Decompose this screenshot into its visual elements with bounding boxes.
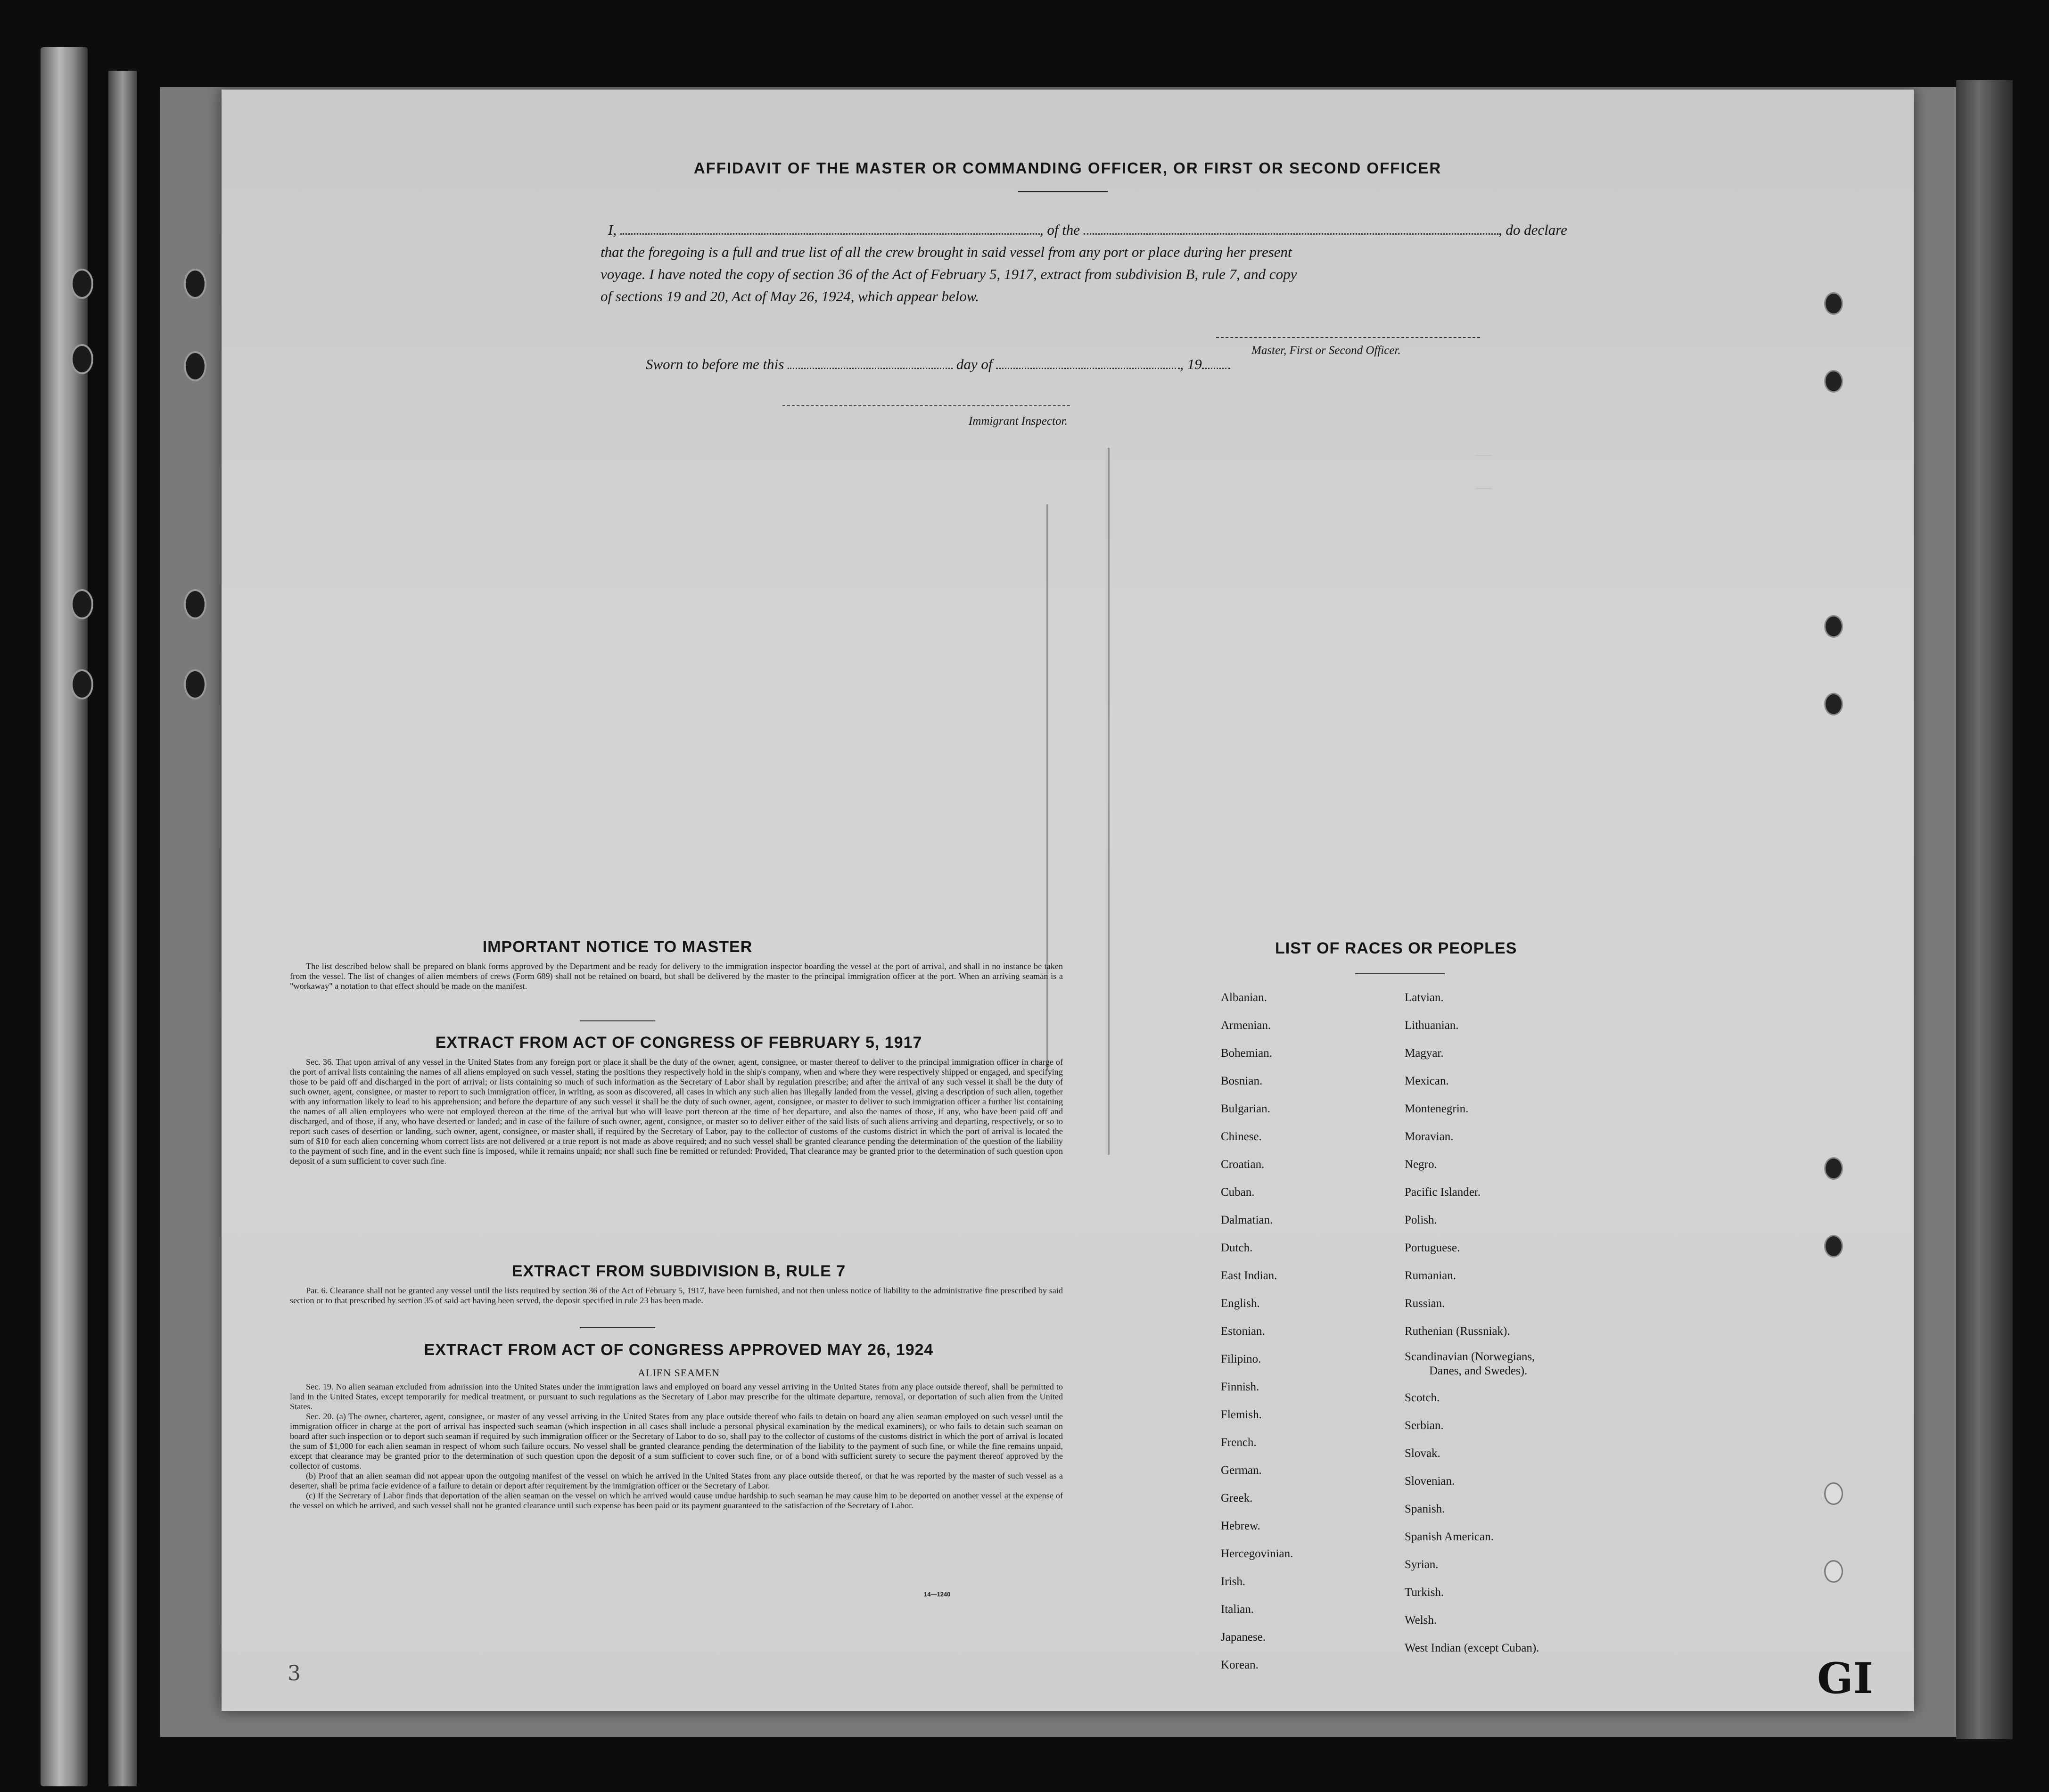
race-item: East Indian. <box>1221 1269 1277 1282</box>
handwritten-corner-mark: GI <box>1817 1653 1873 1703</box>
race-item: Bohemian. <box>1221 1047 1273 1060</box>
affidavit-text: , do declare <box>1498 222 1567 238</box>
day-blank <box>788 356 953 369</box>
extract-1917-text: Sec. 36. That upon arrival of any vessel in the United States from any foreign port or place it shall be the duty of the owner, agent, consignee, or master thereof to deliver to the principal immigration officer in charge of the port of arrival lists containing the names of all aliens employed on such vessel, stating the positions they respectively hold in the ship's company, when and where they were respectively shipped or engaged, and specifying those to be paid off and discharged in the port of arrival; or lists containing so much of such information as the Secretary of Labor shall by regulation prescribe; and after the arrival of any such vessel it shall be the duty of such owner, agent, consignee, or master to report to such immigration officer, in writing, as soon as discovered, all cases in which any such alien has illegally landed from the vessel, giving a description of such alien, together with any information likely to lead to his apprehension; and before the departure of any such vessel it shall be the duty of such owner, agent, consignee, or master to deliver to such immigration officer a further list containing the names of all alien employees who were not employed thereon at the time of the arrival but who will leave port thereon at the time of her departure, and also the names of those, if any, who have been paid off and discharged, and of those, if any, who have deserted or landed; and in case of the failure of such owner, agent, consignee, or master so to deliver either of the said lists of such aliens arriving and departing, respectively, or so to report such cases of desertion or landing, such owner, agent, consignee, or master shall, if required by the Secretary of Labor, pay to the collector of customs of the customs district in which the port of arrival is located the sum of $10 for each alien concerning whom correct lists are not delivered or a true report is not made as above required; and no such vessel shall be granted clearance pending the determination of the question of the liability to the payment of such fine, and in the event such fine is imposed, while it remains unpaid; nor shall such fine be remitted or refunded: Provided, That clearance may be granted prior to the determination of such question upon deposit of a sum sufficient to cover such fine. <box>290 1057 1063 1166</box>
races-title: LIST OF RACES OR PEOPLES <box>1275 939 1517 957</box>
extract-1917-title: EXTRACT FROM ACT OF CONGRESS OF FEBRUARY 5, 1917 <box>435 1034 922 1052</box>
race-item: Scandinavian (Norwegians, <box>1405 1350 1535 1363</box>
race-item: Dutch. <box>1221 1241 1253 1254</box>
inspector-signature-line <box>782 405 1070 406</box>
races-column-2 <box>1405 984 1539 1662</box>
section-20c-text: (c) If the Secretary of Labor finds that deportation of the alien seaman on the vessel on which he arrived would cause undue hardship to such seaman he may cause him to be deported on another vessel at the expense of the vessel on which he arrived, and such vessel shall not be granted clearance until such expense has been paid or its payment guaranteed to the satisfaction of the Secretary of Labor. <box>290 1491 1063 1510</box>
race-item: Japanese. <box>1221 1631 1266 1644</box>
race-item: Russian. <box>1405 1297 1445 1310</box>
page-hole <box>1824 1482 1843 1505</box>
right-film-edge <box>1956 80 2013 1739</box>
sworn-line <box>646 356 1230 373</box>
race-item: Albanian. <box>1221 991 1267 1004</box>
bleed-through-rule <box>1108 448 1110 1155</box>
race-item: Mexican. <box>1405 1075 1449 1087</box>
race-item: English. <box>1221 1297 1260 1310</box>
affidavit-line-4: of sections 19 and 20, Act of May 26, 1924, which appear below. <box>601 288 979 304</box>
vessel-blank <box>1084 222 1498 235</box>
page-hole <box>1824 370 1843 393</box>
binder-hole <box>71 269 93 299</box>
race-item: Korean. <box>1221 1659 1259 1671</box>
race-item: Croatian. <box>1221 1158 1265 1171</box>
extract-1924-title: EXTRACT FROM ACT OF CONGRESS APPROVED MAY 26, 1924 <box>424 1341 934 1359</box>
sworn-text: day of <box>956 356 993 372</box>
race-item: Slovenian. <box>1405 1475 1455 1488</box>
month-blank <box>996 356 1180 369</box>
binder-hole <box>71 589 93 619</box>
manifest-page <box>222 90 1914 1711</box>
race-item: Latvian. <box>1405 991 1444 1004</box>
race-item: Cuban. <box>1221 1186 1255 1199</box>
bleed-through-mark: —— <box>1475 481 1493 497</box>
race-item: Irish. <box>1221 1575 1246 1588</box>
section-19-text: Sec. 19. No alien seaman excluded from admission into the United States under the immigration laws and employed on board any vessel arriving in the United States from any place outside thereof, shall be permitted to land in the United States, except temporarily for medical treatment, or pursuant to such regulations as the Secretary of Labor may prescribe for the ultimate departure, removal, or deportation of such alien from the United States. <box>290 1382 1063 1411</box>
extract-1917-body <box>290 1057 1063 1166</box>
year-blank <box>1202 356 1230 369</box>
race-item: Bosnian. <box>1221 1075 1263 1087</box>
race-item: Polish. <box>1405 1214 1437 1226</box>
race-item: French. <box>1221 1436 1257 1449</box>
name-blank <box>620 222 1040 235</box>
race-item: Armenian. <box>1221 1019 1271 1032</box>
race-item: Estonian. <box>1221 1325 1265 1338</box>
section-rule <box>580 1020 655 1021</box>
form-number: 14—1240 <box>924 1591 951 1598</box>
pencil-mark: 3 <box>288 1661 301 1685</box>
sworn-text: , 19 <box>1180 356 1202 372</box>
section-20b-text: (b) Proof that an alien seaman did not appear upon the outgoing manifest of the vessel on which he arrived in the United States from any place outside thereof, or that he was reported by the master of such vessel as a deserter, shall be prima facie evidence of a failure to detain or deport after requirement by the immigration officer or the Secretary of Labor. <box>290 1471 1063 1490</box>
master-caption: Master, First or Second Officer. <box>1251 344 1401 357</box>
race-item: Spanish American. <box>1405 1530 1494 1543</box>
extract-1924-body <box>290 1382 1063 1511</box>
section-rule <box>580 1327 655 1328</box>
race-item: Pacific Islander. <box>1405 1186 1481 1199</box>
page-hole <box>1824 615 1843 638</box>
binder-hole <box>184 351 206 381</box>
race-item: Turkish. <box>1405 1586 1444 1599</box>
page-hole <box>1824 1157 1843 1180</box>
page-hole <box>1824 1235 1843 1258</box>
race-item: Chinese. <box>1221 1130 1262 1143</box>
notice-text: The list described below shall be prepared on blank forms approved by the Department and be ready for delivery to the immigration inspector boarding the vessel at the port of arrival, and shall in no instance be taken from the vessel. The list of changes of alien members of crews (Form 689) shall not be retained on board, but shall be delivered by the master to the principal immigration officer at the port. When an arriving seaman is a "workaway" a notation to that effect should be made on the manifest. <box>290 962 1063 991</box>
race-item: Portuguese. <box>1405 1241 1460 1254</box>
race-item: West Indian (except Cuban). <box>1405 1642 1539 1654</box>
sworn-text: Sworn to before me this <box>646 356 784 372</box>
race-item: Scotch. <box>1405 1391 1440 1404</box>
page-hole <box>1824 693 1843 715</box>
race-item: Filipino. <box>1221 1353 1261 1365</box>
notice-title: IMPORTANT NOTICE TO MASTER <box>482 938 753 956</box>
races-rule <box>1355 973 1445 974</box>
binder-hole <box>71 669 93 699</box>
race-item: German. <box>1221 1464 1262 1477</box>
binder-hole <box>184 589 206 619</box>
race-item: Moravian. <box>1405 1130 1454 1143</box>
affidavit-line-2: that the foregoing is a full and true list of all the crew brought in said vessel from any port or place during her present <box>601 244 1292 260</box>
binder-hole <box>184 269 206 299</box>
race-item: Flemish. <box>1221 1408 1262 1421</box>
race-item: Greek. <box>1221 1492 1253 1504</box>
page-hole <box>1824 292 1843 315</box>
alien-seamen-subtitle: ALIEN SEAMEN <box>638 1367 720 1379</box>
section-20a-text: Sec. 20. (a) The owner, charterer, agent, consignee, or master of any vessel arriving in the United States from any place outside thereof who fails to detain on board any alien seaman employed on such vessel until the immigration officer in charge at the port of arrival has inspected such seaman (which inspection in all cases shall include a personal physical examination by the medical examiners), or who fails to detain such seaman on board after such inspection or to deport such seaman if required by such immigration officer or the Secretary of Labor to do so, shall pay to the collector of customs of the customs district in which the port of arrival is located the sum of $1,000 for each alien seaman in respect of whom such failure occurs. No vessel shall be granted clearance pending the determination of the liability to the payment of such fine, or while the fine remains unpaid, except that clearance may be granted prior to the determination of such question upon the deposit of a sum sufficient to cover such fine, or of a bond with sufficient surety to secure the payment thereof approved by the collector of customs. <box>290 1412 1063 1471</box>
race-item: Welsh. <box>1405 1614 1437 1627</box>
binder-hole <box>184 669 206 699</box>
race-item: Slovak. <box>1405 1447 1440 1460</box>
rule7-body <box>290 1286 1063 1306</box>
race-item: Negro. <box>1405 1158 1437 1171</box>
notice-body <box>290 962 1063 991</box>
affidavit-title: AFFIDAVIT OF THE MASTER OR COMMANDING OFFICER, OR FIRST OR SECOND OFFICER <box>693 159 1442 177</box>
affidavit-text: I, <box>608 222 617 238</box>
race-item: Hercegovinian. <box>1221 1547 1293 1560</box>
binder-hole <box>71 344 93 374</box>
binder-strip <box>108 71 137 1786</box>
race-item: Danes, and Swedes). <box>1429 1365 1528 1377</box>
binder-left-edge <box>41 47 88 1786</box>
race-item: Syrian. <box>1405 1558 1439 1571</box>
page-hole <box>1824 1560 1843 1583</box>
inspector-caption: Immigrant Inspector. <box>969 415 1068 427</box>
race-item: Italian. <box>1221 1603 1254 1616</box>
race-item: Ruthenian (Russniak). <box>1405 1325 1510 1338</box>
title-rule <box>1018 191 1108 192</box>
race-item: Rumanian. <box>1405 1269 1457 1282</box>
race-item: Dalmatian. <box>1221 1214 1273 1226</box>
race-item: Lithuanian. <box>1405 1019 1459 1032</box>
bleed-through-mark: —— <box>1475 448 1493 464</box>
race-item: Magyar. <box>1405 1047 1444 1060</box>
affidavit-text: , of the <box>1039 222 1080 238</box>
race-item: Spanish. <box>1405 1503 1445 1515</box>
race-item: Serbian. <box>1405 1419 1444 1432</box>
rule7-text: Par. 6. Clearance shall not be granted any vessel until the lists required by section 36 of the Act of February 5, 1917, have been furnished, and not then unless notice of liability to the administrative fine prescribed by said section or to that prescribed by section 35 of said act having been served, the deposit specified in rule 23 has been made. <box>290 1286 1063 1305</box>
affidavit-line-1 <box>608 222 1567 238</box>
race-item: Montenegrin. <box>1405 1102 1469 1115</box>
affidavit-line-3: voyage. I have noted the copy of section 36 of the Act of February 5, 1917, extract from subdivision B, rule 7, and copy <box>601 266 1297 282</box>
race-item: Bulgarian. <box>1221 1102 1270 1115</box>
races-column-1 <box>1221 984 1293 1679</box>
rule7-title: EXTRACT FROM SUBDIVISION B, RULE 7 <box>511 1262 846 1280</box>
master-signature-line <box>1216 337 1480 338</box>
race-item: Finnish. <box>1221 1381 1259 1393</box>
race-item: Hebrew. <box>1221 1520 1260 1532</box>
